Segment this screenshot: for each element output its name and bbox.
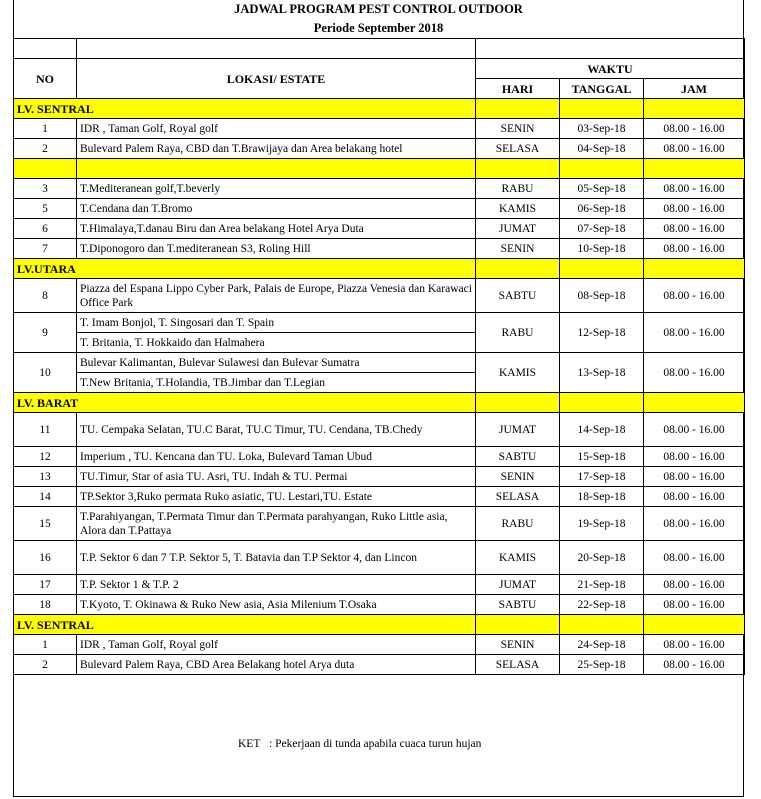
row-hari: RABU	[476, 179, 560, 199]
table-row	[14, 635, 745, 655]
row-jam: 08.00 - 16.00	[644, 353, 745, 393]
row-location: Piazza del Espana Lippo Cyber Park, Palais de Europe, Piazza Venesia dan Karawaci Office Park	[77, 279, 476, 313]
row-jam: 08.00 - 16.00	[644, 635, 745, 655]
table-row	[14, 119, 745, 139]
row-location: IDR , Taman Golf, Royal golf	[77, 119, 476, 139]
table-row	[14, 467, 745, 487]
row-tanggal: 08-Sep-18	[560, 279, 644, 313]
row-number: 8	[14, 279, 77, 313]
period-subtitle: Periode September 2018	[313, 21, 444, 35]
header-spacer	[77, 39, 476, 59]
row-hari: SABTU	[476, 595, 560, 615]
table-row	[14, 199, 745, 219]
row-location: Bulevard Palem Raya, CBD dan T.Brawijaya dan Area belakang hotel	[77, 139, 476, 159]
row-number: 13	[14, 467, 77, 487]
row-jam: 08.00 - 16.00	[644, 595, 745, 615]
section-label: LV. SENTRAL	[14, 99, 476, 119]
row-tanggal: 10-Sep-18	[560, 239, 644, 259]
row-jam: 08.00 - 16.00	[644, 239, 745, 259]
row-number: 18	[14, 595, 77, 615]
section-cell	[644, 99, 745, 119]
row-number: 14	[14, 487, 77, 507]
row-tanggal: 06-Sep-18	[560, 199, 644, 219]
section-row	[14, 615, 745, 635]
row-jam: 08.00 - 16.00	[644, 575, 745, 595]
row-jam: 08.00 - 16.00	[644, 507, 745, 541]
row-number: 9	[14, 313, 77, 353]
row-hari: SELASA	[476, 139, 560, 159]
row-number: 10	[14, 353, 77, 393]
section-cell	[560, 259, 644, 279]
row-location: TP.Sektor 3,Ruko permata Ruko asiatic, TU. Lestari,TU. Estate	[77, 487, 476, 507]
row-location: IDR , Taman Golf, Royal golf	[77, 635, 476, 655]
table-row	[14, 219, 745, 239]
row-location: T.Himalaya,T.danau Biru dan Area belakang Hotel Arya Duta	[77, 219, 476, 239]
row-jam: 08.00 - 16.00	[644, 313, 745, 353]
header-spacer	[14, 39, 77, 59]
row-tanggal: 18-Sep-18	[560, 487, 644, 507]
table-row	[14, 139, 745, 159]
blank-cell	[476, 159, 560, 179]
row-hari: RABU	[476, 313, 560, 353]
row-number: 15	[14, 507, 77, 541]
section-row	[14, 259, 745, 279]
schedule-sheet	[13, 0, 744, 797]
header-hari: HARI	[476, 79, 560, 99]
row-jam: 08.00 - 16.00	[644, 279, 745, 313]
row-location: T. Britania, T. Hokkaido dan Halmahera	[77, 333, 476, 353]
row-jam: 08.00 - 16.00	[644, 541, 745, 575]
note-label: KET	[238, 738, 261, 750]
table-row	[14, 655, 745, 675]
section-row	[14, 99, 745, 119]
row-tanggal: 13-Sep-18	[560, 353, 644, 393]
table-row	[14, 507, 745, 541]
section-cell	[644, 615, 745, 635]
row-location: TU.Timur, Star of asia TU. Asri, TU. Indah & TU. Permai	[77, 467, 476, 487]
row-hari: SABTU	[476, 279, 560, 313]
row-location: T.Mediteranean golf,T.beverly	[77, 179, 476, 199]
section-label: LV. BARAT	[14, 393, 476, 413]
row-location: T.Diponogoro dan T.mediteranean S3, Roling Hill	[77, 239, 476, 259]
row-number: 17	[14, 575, 77, 595]
row-hari: SENIN	[476, 635, 560, 655]
section-label: LV.UTARA	[14, 259, 476, 279]
section-cell	[476, 615, 560, 635]
table-row	[14, 279, 745, 313]
table-row	[14, 179, 745, 199]
section-cell	[644, 259, 745, 279]
row-location: TU. Cempaka Selatan, TU.C Barat, TU.C Timur, TU. Cendana, TB.Chedy	[77, 413, 476, 447]
row-tanggal: 04-Sep-18	[560, 139, 644, 159]
row-hari: KAMIS	[476, 541, 560, 575]
section-cell	[560, 99, 644, 119]
row-tanggal: 12-Sep-18	[560, 313, 644, 353]
section-cell	[644, 393, 745, 413]
row-location: T.P. Sektor 1 & T.P. 2	[77, 575, 476, 595]
row-hari: SELASA	[476, 655, 560, 675]
row-number: 1	[14, 119, 77, 139]
header-spacer	[476, 39, 745, 59]
row-number: 11	[14, 413, 77, 447]
row-location: Imperium , TU. Kencana dan TU. Loka, Bulevard Taman Ubud	[77, 447, 476, 467]
row-hari: KAMIS	[476, 199, 560, 219]
row-hari: KAMIS	[476, 353, 560, 393]
table-row	[14, 313, 745, 333]
row-jam: 08.00 - 16.00	[644, 119, 745, 139]
table-row	[14, 575, 745, 595]
row-tanggal: 05-Sep-18	[560, 179, 644, 199]
section-row	[14, 393, 745, 413]
note-text: : Pekerjaan di tunda apabila cuaca turun hujan	[269, 738, 482, 750]
row-jam: 08.00 - 16.00	[644, 487, 745, 507]
row-hari: JUMAT	[476, 575, 560, 595]
footnote	[238, 738, 481, 750]
row-number: 2	[14, 139, 77, 159]
document-title: JADWAL PROGRAM PEST CONTROL OUTDOOR	[234, 2, 523, 16]
table-row	[14, 239, 745, 259]
row-jam: 08.00 - 16.00	[644, 655, 745, 675]
row-number: 3	[14, 179, 77, 199]
row-location: T.Cendana dan T.Bromo	[77, 199, 476, 219]
blank-cell	[14, 159, 77, 179]
blank-row	[14, 159, 745, 179]
row-hari: SABTU	[476, 447, 560, 467]
section-label: LV. SENTRAL	[14, 615, 476, 635]
row-number: 6	[14, 219, 77, 239]
row-tanggal: 07-Sep-18	[560, 219, 644, 239]
row-tanggal: 20-Sep-18	[560, 541, 644, 575]
row-number: 7	[14, 239, 77, 259]
row-jam: 08.00 - 16.00	[644, 467, 745, 487]
row-location: T.Parahiyangan, T.Permata Timur dan T.Permata parahyangan, Ruko Little asia, Alora dan T.Pattaya	[77, 507, 476, 541]
row-tanggal: 14-Sep-18	[560, 413, 644, 447]
header-jam: JAM	[644, 79, 745, 99]
section-cell	[476, 99, 560, 119]
row-tanggal: 19-Sep-18	[560, 507, 644, 541]
blank-cell	[644, 159, 745, 179]
row-location: Bulevar Kalimantan, Bulevar Sulawesi dan Bulevar Sumatra	[77, 353, 476, 373]
row-jam: 08.00 - 16.00	[644, 179, 745, 199]
row-number: 1	[14, 635, 77, 655]
row-hari: SENIN	[476, 467, 560, 487]
row-hari: RABU	[476, 507, 560, 541]
row-tanggal: 24-Sep-18	[560, 635, 644, 655]
row-tanggal: 03-Sep-18	[560, 119, 644, 139]
row-hari: SELASA	[476, 487, 560, 507]
row-number: 12	[14, 447, 77, 467]
row-tanggal: 15-Sep-18	[560, 447, 644, 467]
table-row	[14, 595, 745, 615]
row-number: 16	[14, 541, 77, 575]
row-tanggal: 22-Sep-18	[560, 595, 644, 615]
header-tanggal: TANGGAL	[560, 79, 644, 99]
row-hari: SENIN	[476, 239, 560, 259]
row-tanggal: 25-Sep-18	[560, 655, 644, 675]
blank-cell	[77, 159, 476, 179]
row-tanggal: 17-Sep-18	[560, 467, 644, 487]
row-jam: 08.00 - 16.00	[644, 413, 745, 447]
table-row	[14, 487, 745, 507]
row-jam: 08.00 - 16.00	[644, 199, 745, 219]
row-hari: JUMAT	[476, 219, 560, 239]
row-number: 2	[14, 655, 77, 675]
row-jam: 08.00 - 16.00	[644, 447, 745, 467]
row-location: T. Imam Bonjol, T. Singosari dan T. Spain	[77, 313, 476, 333]
table-row	[14, 541, 745, 575]
header-location: LOKASI/ ESTATE	[77, 59, 476, 99]
header-waktu: WAKTU	[476, 59, 745, 79]
row-jam: 08.00 - 16.00	[644, 219, 745, 239]
table-row	[14, 447, 745, 467]
section-cell	[476, 393, 560, 413]
row-location: T.P. Sektor 6 dan 7 T.P. Sektor 5, T. Batavia dan T.P Sektor 4, dan Lincon	[77, 541, 476, 575]
row-hari: SENIN	[476, 119, 560, 139]
row-tanggal: 21-Sep-18	[560, 575, 644, 595]
header-no: NO	[14, 59, 77, 99]
table-row	[14, 413, 745, 447]
row-location: T.New Britania, T.Holandia, TB.Jimbar dan T.Legian	[77, 373, 476, 393]
row-location: Bulevard Palem Raya, CBD Area Belakang hotel Arya duta	[77, 655, 476, 675]
row-number: 5	[14, 199, 77, 219]
row-jam: 08.00 - 16.00	[644, 139, 745, 159]
schedule-table	[13, 38, 745, 675]
blank-cell	[560, 159, 644, 179]
section-cell	[560, 615, 644, 635]
table-row	[14, 353, 745, 373]
row-location: T.Kyoto, T. Okinawa & Ruko New asia, Asia Milenium T.Osaka	[77, 595, 476, 615]
row-hari: JUMAT	[476, 413, 560, 447]
section-cell	[476, 259, 560, 279]
section-cell	[560, 393, 644, 413]
